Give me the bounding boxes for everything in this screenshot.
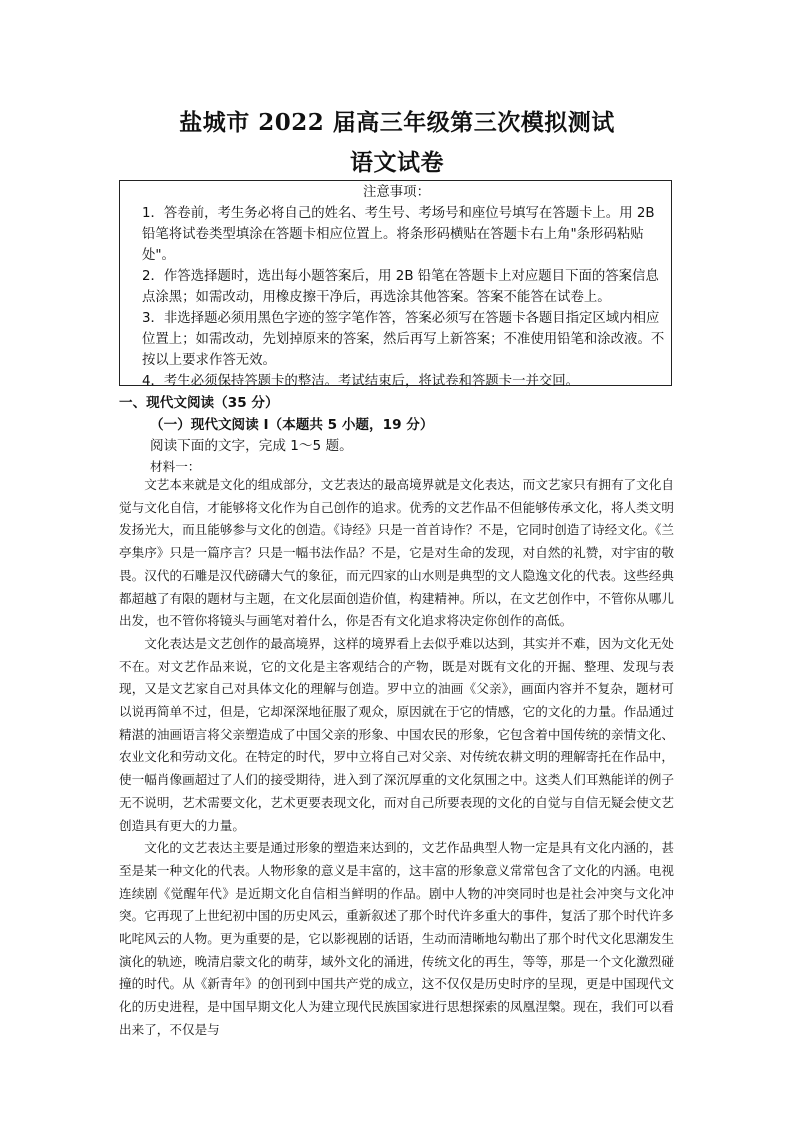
passage-paragraph: 文化的文艺表达主要是通过形象的塑造来达到的，文艺作品典型人物一定是具有文化内涵的，甚至是某一种文化的代表。人物形象的意义是丰富的，这丰富的形象意义常常包含了文化的内涵。电视连续剧《觉醒年代》是近期文化自信相当鲜明的作品。剧中人物的冲突同时也是社会冲突与文化冲突。它再现了上世纪初中国的历史风云，重新叙述了那个时代许多重大的事件，复活了那个时代许多叱咤风云的人物。更为重要的是，它以影视剧的话语，生动而清晰地勾勒出了那个时代文化思潮发生演化的轨迹，晚清启蒙文化的萌芽，域外文化的涌进，传统文化的再生，等等，那是一个文化激烈碰撞的时代。从《新青年》的创刊到中国共产党的成立，这不仅仅是历史时序的呈现，更是中国现代文化的历史进程，是中国早期文化人为建立现代民族国家进行思想探索的凤凰涅槃。现在，我们可以看出来了，不仅是与 [119, 840, 674, 1037]
instruction-text: 阅读下面的文字，完成 1～5 题。 [150, 438, 353, 454]
notice-heading: 注意事项： [363, 185, 430, 200]
section-heading: 一、现代文阅读（35 分） [119, 395, 279, 411]
passage-paragraph: 文化表达是文艺创作的最高境界，这样的境界看上去似乎难以达到，其实并不难，因为文化无处不在。对文艺作品来说，它的文化是主客观结合的产物，既是对既有文化的开掘、整理、发现与表现，又是文艺家自己对具体文化的理解与创造。罗中立的油画《父亲》，画面内容并不复杂，题材可以说再简单不过，但是，它却深深地征服了观众，原因就在于它的情感，它的文化的力量。作品通过精湛的油画语言将父亲塑造成了中国父亲的形象、中国农民的形象，它包含着中国传统的亲情文化、农业文化和劳动文化。在特定的时代，罗中立将自己对父亲、对传统农耕文明的理解寄托在作品中，使一幅肖像画超过了人们的接受期待，进入到了深沉厚重的文化氛围之中。这类人们耳熟能详的例子无不说明，艺术需要文化，艺术更要表现文化，而对自己所要表现的文化的自觉与自信无疑会使文艺创造具有更大的力量。 [119, 635, 674, 833]
notice-item: 2．作答选择题时，选出每小题答案后，用 2B 铅笔在答题卡上对应题目下面的答案信息点涂黑；如需改动，用橡皮擦干净后，再选涂其他答案。答案不能答在试卷上。 [142, 269, 659, 305]
passage-paragraph: 文艺本来就是文化的组成部分，文艺表达的最高境界就是文化表达，而文艺家只有拥有了文化自觉与文化自信，才能够将文化作为自己创作的追求。优秀的文艺作品不但能够传承文化，将人类文明发扬光大，而且能够参与文化的创造。《诗经》只是一首首诗作？不是，它同时创造了诗经文化。《兰亭集序》只是一篇序言？只是一幅书法作品？不是，它是对生命的发现，对自然的礼赞，对宇宙的敬畏。汉代的石雕是汉代磅礴大气的象征，而元四家的山水则是典型的文人隐逸文化的代表。这些经典都超越了有限的题材与主题，在文化层面创造价值，构建精神。所以，在文艺创作中，不管你从哪儿出发，也不管你将镜头与画笔对着什么，你是否有文化追求将决定你创作的高低。 [119, 477, 674, 629]
exam-title: 盐城市 2022 届高三年级第三次模拟测试 [179, 109, 615, 136]
notice-item: 3．非选择题必须用黑色字迹的签字笔作答，答案必须写在答题卡各题目指定区域内相应位置上；如需改动，先划掉原来的答案，然后再写上新答案；不准使用铅笔和涂改液。不按以上要求作答无效。 [142, 311, 665, 368]
exam-subtitle: 语文试卷 [350, 149, 444, 176]
material-label: 材料一： [150, 459, 201, 474]
notice-item: 1．答卷前，考生务必将自己的姓名、考生号、考场号和座位号填写在答题卡上。用 2B 铅笔将试卷类型填涂在答题卡相应位置上。将条形码横贴在答题卡右上角"条形码粘贴处"。 [142, 206, 655, 263]
section-subheading: （一）现代文阅读 I（本题共 5 小题，19 分） [150, 417, 434, 433]
notice-box [119, 180, 672, 389]
notice-item: 4．考生必须保持答题卡的整洁。考试结束后，将试卷和答题卡一并交回。 [142, 374, 580, 389]
reading-passage [119, 474, 674, 1042]
